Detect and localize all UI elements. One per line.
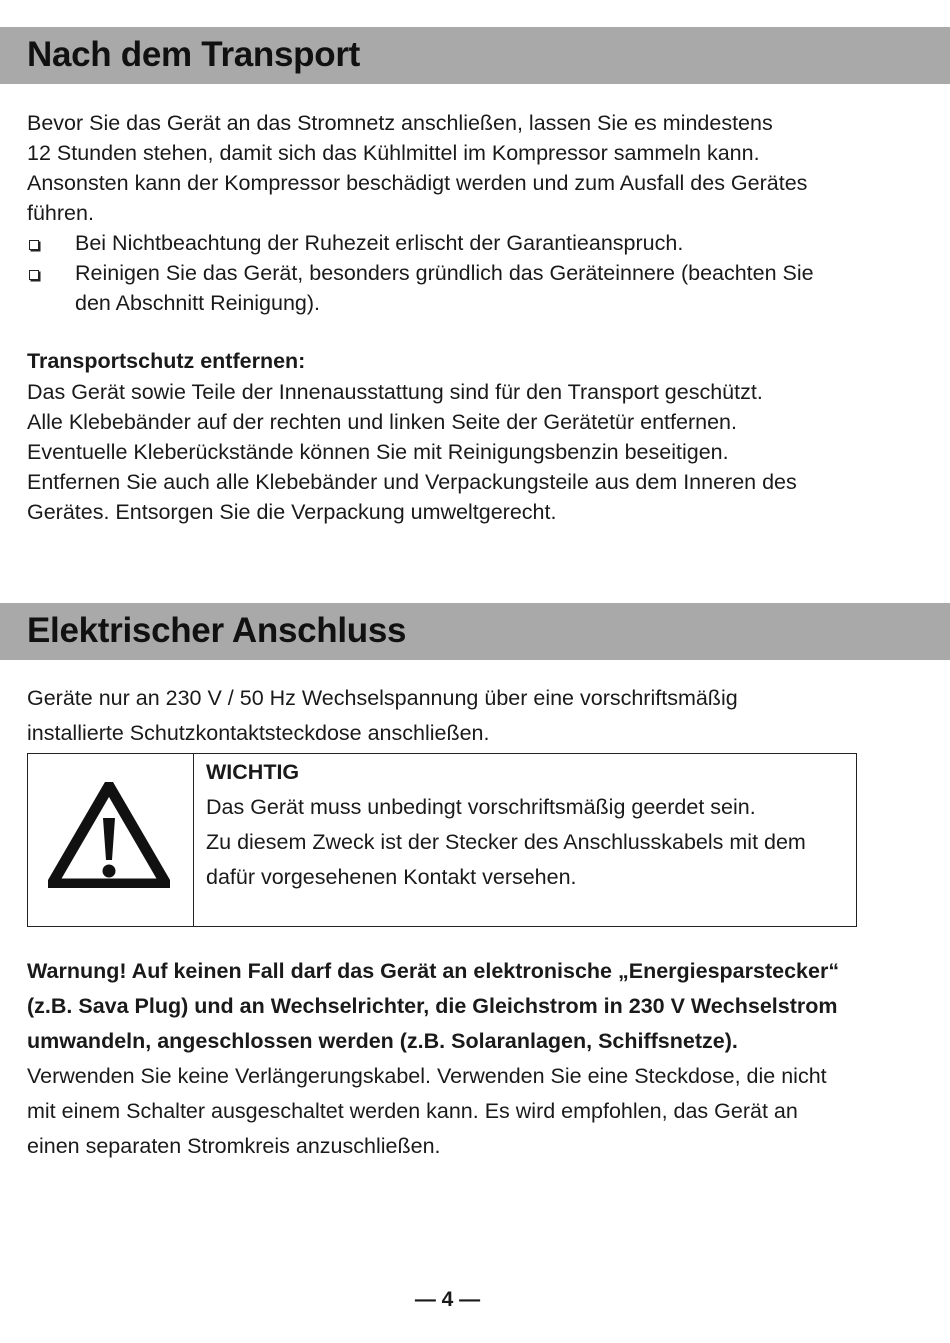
section-heading-electrical: Elektrischer Anschluss: [27, 611, 407, 650]
list-item-text: den Abschnitt Reinigung).: [75, 291, 321, 315]
text-line: Gerätes. Entsorgen Sie die Verpackung umweltgerecht.: [27, 500, 557, 524]
notice-text: [206, 755, 846, 895]
transport-bullet-list: [27, 228, 907, 318]
notice-line: Das Gerät muss unbedingt vorschriftsmäßig geerdet sein.: [206, 795, 756, 819]
section-heading-band: [0, 603, 950, 660]
text-line: Das Gerät sowie Teile der Innenausstattung sind für den Transport geschützt.: [27, 380, 763, 404]
checkbox-bullet-icon: [29, 270, 39, 280]
text-line: umwandeln, angeschlossen werden (z.B. Solaranlagen, Schiffsnetze).: [27, 1029, 738, 1053]
text-line: 12 Stunden stehen, damit sich das Kühlmittel im Kompressor sammeln kann.: [27, 141, 760, 165]
energy-saver-warning: [27, 954, 907, 1059]
text-line: einen separaten Stromkreis anzuschließen.: [27, 1134, 441, 1158]
notice-title: WICHTIG: [206, 760, 300, 784]
notice-line: dafür vorgesehenen Kontakt versehen.: [206, 865, 577, 889]
text-line: Verwenden Sie keine Verlängerungskabel. Verwenden Sie eine Steckdose, die nicht: [27, 1064, 827, 1088]
text-line: führen.: [27, 201, 94, 225]
extension-cable-paragraph: [27, 1059, 907, 1164]
section-heading-band: [0, 27, 950, 84]
list-item-text: Bei Nichtbeachtung der Ruhezeit erlischt der Garantieanspruch.: [75, 231, 684, 255]
text-line: Eventuelle Kleberückstände können Sie mit Reinigungsbenzin beseitigen.: [27, 440, 729, 464]
notice-divider: [193, 754, 194, 926]
electrical-intro-paragraph: [27, 681, 907, 751]
list-item-text: Reinigen Sie das Gerät, besonders gründlich das Geräteinnere (beachten Sie: [75, 261, 814, 285]
checkbox-bullet-icon: [29, 240, 39, 250]
text-line: installierte Schutzkontaktsteckdose anschließen.: [27, 721, 490, 745]
warning-triangle-icon: [48, 782, 170, 888]
transport-intro-paragraph: [27, 108, 907, 228]
transport-protection-paragraph: [27, 377, 907, 527]
transport-protection-subheading: Transportschutz entfernen:: [27, 349, 306, 373]
text-line: Bevor Sie das Gerät an das Stromnetz anschließen, lassen Sie es mindestens: [27, 111, 773, 135]
text-line: Alle Klebebänder auf der rechten und linken Seite der Gerätetür entfernen.: [27, 410, 737, 434]
text-line: Warnung! Auf keinen Fall darf das Gerät an elektronische „Energiesparstecker“: [27, 959, 840, 983]
text-line: Ansonsten kann der Kompressor beschädigt werden und zum Ausfall des Gerätes: [27, 171, 808, 195]
list-item: [27, 228, 907, 258]
text-line: Entfernen Sie auch alle Klebebänder und Verpackungsteile aus dem Inneren des: [27, 470, 797, 494]
text-line: Geräte nur an 230 V / 50 Hz Wechselspannung über eine vorschriftsmäßig: [27, 686, 738, 710]
text-line: (z.B. Sava Plug) und an Wechselrichter, die Gleichstrom in 230 V Wechselstrom: [27, 994, 838, 1018]
notice-line: Zu diesem Zweck ist der Stecker des Anschlusskabels mit dem: [206, 830, 806, 854]
text-line: mit einem Schalter ausgeschaltet werden kann. Es wird empfohlen, das Gerät an: [27, 1099, 798, 1123]
important-notice-box: [27, 753, 857, 927]
page-number: — 4 —: [414, 1288, 481, 1311]
section-heading-transport: Nach dem Transport: [27, 35, 361, 74]
list-item: [27, 258, 907, 318]
